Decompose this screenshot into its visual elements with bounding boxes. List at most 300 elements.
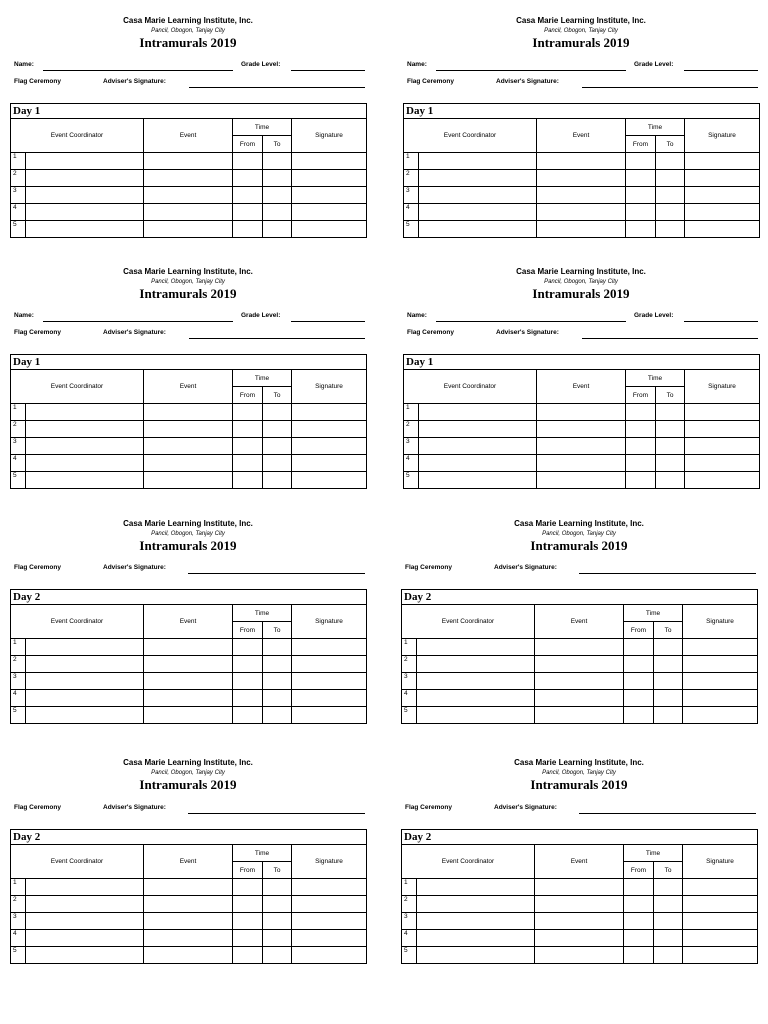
signature-cell[interactable] xyxy=(683,879,758,896)
from-cell[interactable] xyxy=(624,690,654,707)
coordinator-cell[interactable] xyxy=(26,879,144,896)
coordinator-cell[interactable] xyxy=(419,204,537,221)
from-cell[interactable] xyxy=(626,404,656,421)
signature-cell[interactable] xyxy=(685,170,760,187)
from-cell[interactable] xyxy=(626,421,656,438)
from-cell[interactable] xyxy=(233,690,263,707)
coordinator-cell[interactable] xyxy=(26,690,144,707)
signature-cell[interactable] xyxy=(683,673,758,690)
coordinator-cell[interactable] xyxy=(417,879,535,896)
to-cell[interactable] xyxy=(656,472,685,489)
to-cell[interactable] xyxy=(654,896,683,913)
to-cell[interactable] xyxy=(654,690,683,707)
coordinator-cell[interactable] xyxy=(419,170,537,187)
from-cell[interactable] xyxy=(233,639,263,656)
row-number: 5 xyxy=(11,472,26,489)
coordinator-cell[interactable] xyxy=(417,930,535,947)
event-cell[interactable] xyxy=(535,947,624,964)
from-cell[interactable] xyxy=(626,438,656,455)
coordinator-cell[interactable] xyxy=(419,404,537,421)
to-cell[interactable] xyxy=(263,947,292,964)
to-cell[interactable] xyxy=(654,879,683,896)
signature-cell[interactable] xyxy=(685,421,760,438)
flag-ceremony-label: Flag Ceremony xyxy=(405,564,452,571)
from-cell[interactable] xyxy=(624,656,654,673)
signature-cell[interactable] xyxy=(292,187,367,204)
signature-cell[interactable] xyxy=(292,404,367,421)
table-row xyxy=(404,421,760,438)
signature-cell[interactable] xyxy=(292,913,367,930)
flag-ceremony-label: Flag Ceremony xyxy=(405,804,452,811)
from-cell[interactable] xyxy=(233,204,263,221)
to-cell[interactable] xyxy=(656,204,685,221)
signature-cell[interactable] xyxy=(292,930,367,947)
school-name: Casa Marie Learning Institute, Inc. xyxy=(514,519,644,528)
table-row xyxy=(11,455,367,472)
row-number: 4 xyxy=(11,455,26,472)
advisers-signature-label: Adviser's Signature: xyxy=(494,804,557,811)
event-cell[interactable] xyxy=(535,656,624,673)
coordinator-cell[interactable] xyxy=(417,947,535,964)
signature-cell[interactable] xyxy=(292,421,367,438)
from-cell[interactable] xyxy=(233,930,263,947)
signature-cell[interactable] xyxy=(685,472,760,489)
coordinator-cell[interactable] xyxy=(419,455,537,472)
coordinator-cell[interactable] xyxy=(26,153,144,170)
from-cell[interactable] xyxy=(626,204,656,221)
event-cell[interactable] xyxy=(144,879,233,896)
to-cell[interactable] xyxy=(654,913,683,930)
table-row xyxy=(11,879,367,896)
event-cell[interactable] xyxy=(535,930,624,947)
signature-cell[interactable] xyxy=(683,896,758,913)
from-cell[interactable] xyxy=(233,438,263,455)
form-title: Intramurals 2019 xyxy=(532,35,630,50)
signature-cell[interactable] xyxy=(683,690,758,707)
signature-cell[interactable] xyxy=(683,913,758,930)
to-cell[interactable] xyxy=(263,221,292,238)
coordinator-cell[interactable] xyxy=(419,438,537,455)
to-cell[interactable] xyxy=(263,187,292,204)
from-cell[interactable] xyxy=(233,879,263,896)
event-cell[interactable] xyxy=(144,404,233,421)
to-cell[interactable] xyxy=(263,455,292,472)
form-title: Intramurals 2019 xyxy=(139,35,237,50)
to-cell[interactable] xyxy=(654,947,683,964)
table-row xyxy=(11,707,367,724)
event-cell[interactable] xyxy=(537,221,626,238)
table-row xyxy=(11,438,367,455)
signature-cell[interactable] xyxy=(685,455,760,472)
header-to: To xyxy=(654,622,683,639)
event-cell[interactable] xyxy=(144,690,233,707)
coordinator-cell[interactable] xyxy=(26,656,144,673)
signature-cell[interactable] xyxy=(685,404,760,421)
header-event: Event xyxy=(537,119,626,153)
from-cell[interactable] xyxy=(233,170,263,187)
from-cell[interactable] xyxy=(233,656,263,673)
name-label: Name: xyxy=(407,312,427,319)
coordinator-cell[interactable] xyxy=(26,930,144,947)
table-row xyxy=(11,673,367,690)
signature-cell[interactable] xyxy=(292,204,367,221)
event-table xyxy=(10,589,367,724)
coordinator-cell[interactable] xyxy=(417,656,535,673)
coordinator-cell[interactable] xyxy=(26,404,144,421)
signature-cell[interactable] xyxy=(685,153,760,170)
event-cell[interactable] xyxy=(144,153,233,170)
header-time: Time xyxy=(624,845,683,862)
from-cell[interactable] xyxy=(233,421,263,438)
school-name: Casa Marie Learning Institute, Inc. xyxy=(514,758,644,767)
to-cell[interactable] xyxy=(263,690,292,707)
signature-cell[interactable] xyxy=(683,656,758,673)
from-cell[interactable] xyxy=(626,221,656,238)
from-cell[interactable] xyxy=(624,879,654,896)
from-cell[interactable] xyxy=(626,153,656,170)
event-cell[interactable] xyxy=(537,455,626,472)
signature-cell[interactable] xyxy=(292,472,367,489)
coordinator-cell[interactable] xyxy=(419,153,537,170)
event-cell[interactable] xyxy=(144,947,233,964)
event-table xyxy=(403,354,760,489)
event-table xyxy=(401,589,758,724)
to-cell[interactable] xyxy=(263,879,292,896)
signature-cell[interactable] xyxy=(292,896,367,913)
event-cell[interactable] xyxy=(144,913,233,930)
to-cell[interactable] xyxy=(654,930,683,947)
coordinator-cell[interactable] xyxy=(26,472,144,489)
event-cell[interactable] xyxy=(535,879,624,896)
to-cell[interactable] xyxy=(263,438,292,455)
event-cell[interactable] xyxy=(144,421,233,438)
to-cell[interactable] xyxy=(263,707,292,724)
grade-level-field[interactable] xyxy=(684,321,758,322)
event-cell[interactable] xyxy=(535,639,624,656)
from-cell[interactable] xyxy=(624,673,654,690)
name-field[interactable] xyxy=(436,321,626,322)
school-address: Pancil, Obogon, Tanjay City xyxy=(151,770,225,776)
from-cell[interactable] xyxy=(624,947,654,964)
table-row xyxy=(11,656,367,673)
school-address: Pancil, Obogon, Tanjay City xyxy=(544,28,618,34)
header-time: Time xyxy=(233,119,292,136)
from-cell[interactable] xyxy=(233,947,263,964)
from-cell[interactable] xyxy=(233,187,263,204)
event-cell[interactable] xyxy=(144,472,233,489)
to-cell[interactable] xyxy=(656,170,685,187)
row-number: 2 xyxy=(404,421,419,438)
from-cell[interactable] xyxy=(233,455,263,472)
signature-cell[interactable] xyxy=(683,707,758,724)
name-label: Name: xyxy=(14,312,34,319)
school-address: Pancil, Obogon, Tanjay City xyxy=(151,531,225,537)
coordinator-cell[interactable] xyxy=(26,913,144,930)
from-cell[interactable] xyxy=(233,896,263,913)
day-label: Day 2 xyxy=(402,830,758,845)
coordinator-cell[interactable] xyxy=(26,170,144,187)
coordinator-cell[interactable] xyxy=(419,187,537,204)
coordinator-cell[interactable] xyxy=(417,673,535,690)
from-cell[interactable] xyxy=(233,153,263,170)
signature-cell[interactable] xyxy=(292,438,367,455)
row-number: 3 xyxy=(11,187,26,204)
advisers-signature-field[interactable] xyxy=(188,813,365,814)
event-cell[interactable] xyxy=(537,187,626,204)
signature-cell[interactable] xyxy=(292,221,367,238)
from-cell[interactable] xyxy=(233,221,263,238)
header-event: Event xyxy=(535,845,624,879)
to-cell[interactable] xyxy=(654,707,683,724)
table-row xyxy=(404,472,760,489)
coordinator-cell[interactable] xyxy=(417,639,535,656)
event-cell[interactable] xyxy=(537,421,626,438)
event-table xyxy=(10,829,367,964)
event-table xyxy=(10,103,367,238)
to-cell[interactable] xyxy=(263,170,292,187)
name-field[interactable] xyxy=(43,70,233,71)
from-cell[interactable] xyxy=(626,187,656,204)
table-row xyxy=(402,639,758,656)
grade-level-field[interactable] xyxy=(291,321,365,322)
header-to: To xyxy=(263,387,292,404)
signature-cell[interactable] xyxy=(685,221,760,238)
grade-level-field[interactable] xyxy=(291,70,365,71)
coordinator-cell[interactable] xyxy=(26,221,144,238)
to-cell[interactable] xyxy=(263,204,292,221)
table-row xyxy=(402,707,758,724)
advisers-signature-label: Adviser's Signature: xyxy=(103,329,166,336)
row-number: 1 xyxy=(402,879,417,896)
row-number: 1 xyxy=(11,404,26,421)
day-label: Day 1 xyxy=(11,104,367,119)
row-number: 3 xyxy=(11,913,26,930)
header-signature: Signature xyxy=(685,119,760,153)
event-cell[interactable] xyxy=(144,204,233,221)
event-cell[interactable] xyxy=(537,153,626,170)
coordinator-cell[interactable] xyxy=(26,421,144,438)
school-name: Casa Marie Learning Institute, Inc. xyxy=(516,267,646,276)
table-row xyxy=(11,472,367,489)
coordinator-cell[interactable] xyxy=(26,187,144,204)
signature-cell[interactable] xyxy=(292,455,367,472)
from-cell[interactable] xyxy=(624,707,654,724)
table-row xyxy=(402,947,758,964)
coordinator-cell[interactable] xyxy=(26,707,144,724)
row-number: 5 xyxy=(404,472,419,489)
row-number: 4 xyxy=(404,204,419,221)
header-to: To xyxy=(656,387,685,404)
header-from: From xyxy=(233,136,263,153)
coordinator-cell[interactable] xyxy=(419,421,537,438)
event-cell[interactable] xyxy=(537,404,626,421)
advisers-signature-field[interactable] xyxy=(189,338,365,339)
coordinator-cell[interactable] xyxy=(417,690,535,707)
event-cell[interactable] xyxy=(144,438,233,455)
to-cell[interactable] xyxy=(656,455,685,472)
form-day2-bottom-right xyxy=(401,758,757,976)
flag-ceremony-label: Flag Ceremony xyxy=(14,329,61,336)
to-cell[interactable] xyxy=(263,472,292,489)
to-cell[interactable] xyxy=(654,639,683,656)
coordinator-cell[interactable] xyxy=(26,438,144,455)
header-time: Time xyxy=(233,845,292,862)
table-row xyxy=(402,879,758,896)
to-cell[interactable] xyxy=(263,896,292,913)
flag-ceremony-label: Flag Ceremony xyxy=(14,804,61,811)
school-address: Pancil, Obogon, Tanjay City xyxy=(151,28,225,34)
row-number: 3 xyxy=(11,438,26,455)
table-row xyxy=(11,170,367,187)
advisers-signature-label: Adviser's Signature: xyxy=(494,564,557,571)
from-cell[interactable] xyxy=(233,472,263,489)
coordinator-cell[interactable] xyxy=(26,896,144,913)
signature-cell[interactable] xyxy=(292,707,367,724)
signature-cell[interactable] xyxy=(685,438,760,455)
row-number: 4 xyxy=(11,204,26,221)
table-row xyxy=(404,187,760,204)
signature-cell[interactable] xyxy=(292,673,367,690)
event-cell[interactable] xyxy=(144,896,233,913)
advisers-signature-field[interactable] xyxy=(579,573,756,574)
to-cell[interactable] xyxy=(263,673,292,690)
advisers-signature-field[interactable] xyxy=(189,87,365,88)
event-cell[interactable] xyxy=(537,204,626,221)
event-cell[interactable] xyxy=(535,913,624,930)
to-cell[interactable] xyxy=(263,656,292,673)
from-cell[interactable] xyxy=(233,673,263,690)
from-cell[interactable] xyxy=(233,913,263,930)
name-field[interactable] xyxy=(436,70,626,71)
name-field[interactable] xyxy=(43,321,233,322)
advisers-signature-field[interactable] xyxy=(582,87,758,88)
school-name: Casa Marie Learning Institute, Inc. xyxy=(123,758,253,767)
signature-cell[interactable] xyxy=(292,879,367,896)
signature-cell[interactable] xyxy=(685,187,760,204)
row-number: 1 xyxy=(11,153,26,170)
to-cell[interactable] xyxy=(263,153,292,170)
event-cell[interactable] xyxy=(144,170,233,187)
signature-cell[interactable] xyxy=(292,639,367,656)
row-number: 3 xyxy=(404,438,419,455)
row-number: 5 xyxy=(402,707,417,724)
signature-cell[interactable] xyxy=(292,153,367,170)
header-signature: Signature xyxy=(292,370,367,404)
table-row xyxy=(402,930,758,947)
row-number: 1 xyxy=(404,153,419,170)
coordinator-cell[interactable] xyxy=(417,896,535,913)
signature-cell[interactable] xyxy=(683,947,758,964)
event-cell[interactable] xyxy=(537,472,626,489)
from-cell[interactable] xyxy=(626,170,656,187)
coordinator-cell[interactable] xyxy=(26,639,144,656)
table-row xyxy=(402,913,758,930)
to-cell[interactable] xyxy=(656,404,685,421)
from-cell[interactable] xyxy=(233,707,263,724)
from-cell[interactable] xyxy=(626,455,656,472)
event-cell[interactable] xyxy=(144,673,233,690)
signature-cell[interactable] xyxy=(683,930,758,947)
to-cell[interactable] xyxy=(654,656,683,673)
signature-cell[interactable] xyxy=(292,170,367,187)
event-cell[interactable] xyxy=(535,707,624,724)
from-cell[interactable] xyxy=(626,472,656,489)
header-time: Time xyxy=(233,605,292,622)
event-cell[interactable] xyxy=(535,690,624,707)
event-cell[interactable] xyxy=(144,221,233,238)
row-number: 2 xyxy=(404,170,419,187)
to-cell[interactable] xyxy=(263,913,292,930)
coordinator-cell[interactable] xyxy=(26,947,144,964)
coordinator-cell[interactable] xyxy=(417,707,535,724)
row-number: 1 xyxy=(11,879,26,896)
day-label: Day 1 xyxy=(11,355,367,370)
event-cell[interactable] xyxy=(144,639,233,656)
coordinator-cell[interactable] xyxy=(26,204,144,221)
grade-level-field[interactable] xyxy=(684,70,758,71)
event-cell[interactable] xyxy=(535,673,624,690)
to-cell[interactable] xyxy=(263,930,292,947)
header-from: From xyxy=(233,622,263,639)
to-cell[interactable] xyxy=(656,438,685,455)
signature-cell[interactable] xyxy=(292,947,367,964)
coordinator-cell[interactable] xyxy=(417,913,535,930)
event-cell[interactable] xyxy=(144,187,233,204)
signature-cell[interactable] xyxy=(292,656,367,673)
signature-cell[interactable] xyxy=(685,204,760,221)
event-cell[interactable] xyxy=(535,896,624,913)
header-event-coordinator: Event Coordinator xyxy=(402,605,535,639)
from-cell[interactable] xyxy=(624,913,654,930)
from-cell[interactable] xyxy=(233,404,263,421)
to-cell[interactable] xyxy=(263,404,292,421)
from-cell[interactable] xyxy=(624,639,654,656)
coordinator-cell[interactable] xyxy=(26,455,144,472)
to-cell[interactable] xyxy=(263,639,292,656)
name-label: Name: xyxy=(14,61,34,68)
header-to: To xyxy=(654,862,683,879)
event-cell[interactable] xyxy=(144,707,233,724)
header-from: From xyxy=(624,622,654,639)
day-label: Day 1 xyxy=(404,355,760,370)
signature-cell[interactable] xyxy=(292,690,367,707)
coordinator-cell[interactable] xyxy=(419,221,537,238)
event-cell[interactable] xyxy=(144,930,233,947)
advisers-signature-field[interactable] xyxy=(188,573,365,574)
to-cell[interactable] xyxy=(656,421,685,438)
to-cell[interactable] xyxy=(656,153,685,170)
school-address: Pancil, Obogon, Tanjay City xyxy=(544,279,618,285)
signature-cell[interactable] xyxy=(683,639,758,656)
event-cell[interactable] xyxy=(144,455,233,472)
from-cell[interactable] xyxy=(624,896,654,913)
to-cell[interactable] xyxy=(656,221,685,238)
coordinator-cell[interactable] xyxy=(26,673,144,690)
advisers-signature-field[interactable] xyxy=(582,338,758,339)
event-cell[interactable] xyxy=(537,438,626,455)
to-cell[interactable] xyxy=(656,187,685,204)
header-event-coordinator: Event Coordinator xyxy=(11,119,144,153)
coordinator-cell[interactable] xyxy=(419,472,537,489)
event-cell[interactable] xyxy=(537,170,626,187)
from-cell[interactable] xyxy=(624,930,654,947)
advisers-signature-field[interactable] xyxy=(579,813,756,814)
day-label: Day 1 xyxy=(404,104,760,119)
event-cell[interactable] xyxy=(144,656,233,673)
to-cell[interactable] xyxy=(654,673,683,690)
header-from: From xyxy=(626,387,656,404)
to-cell[interactable] xyxy=(263,421,292,438)
